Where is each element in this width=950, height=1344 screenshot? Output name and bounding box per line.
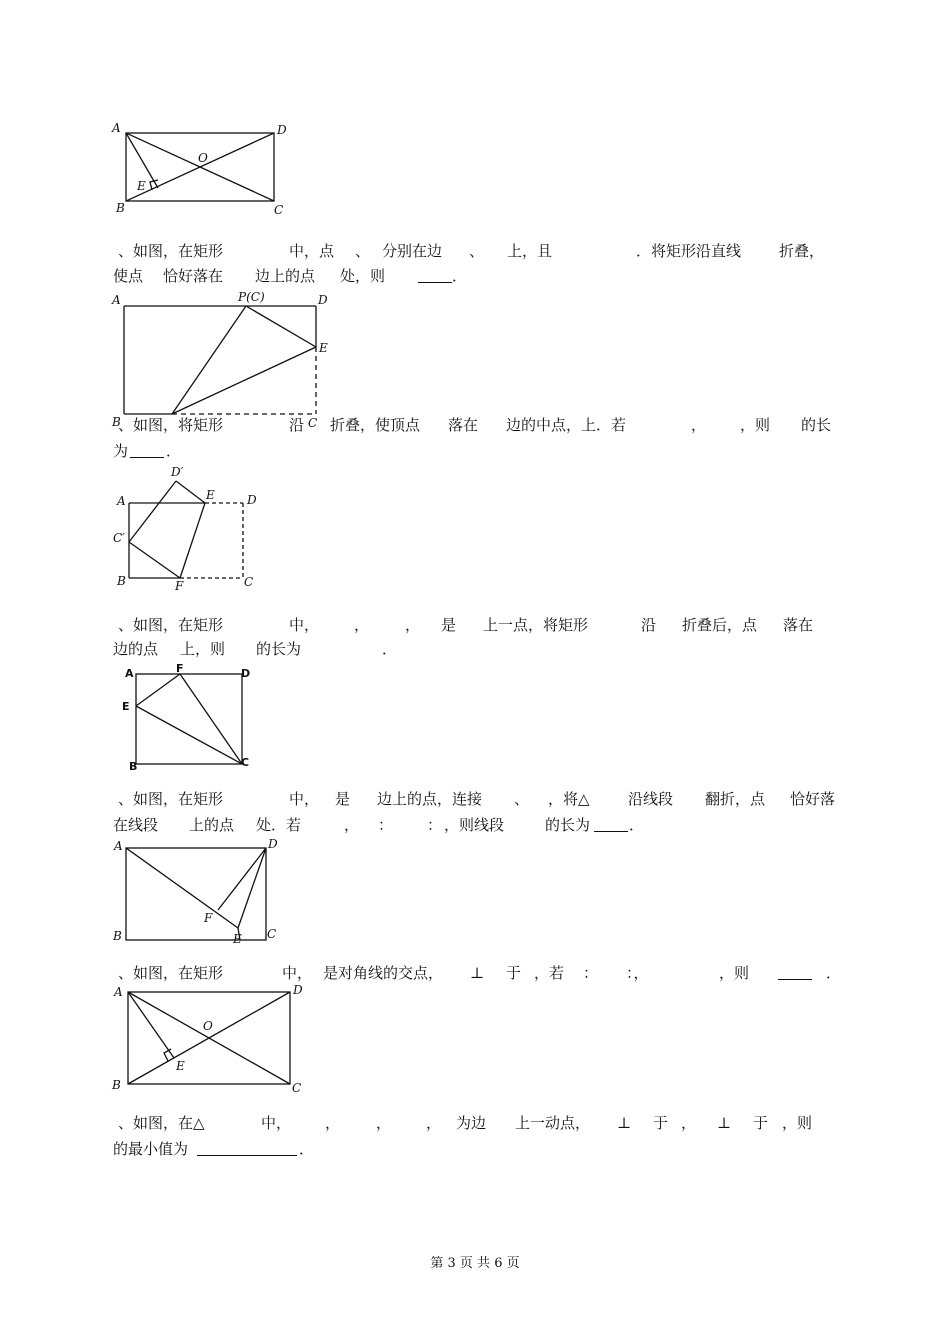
text-segment: ． (452, 267, 468, 285)
text-segment: ．将矩形沿直线 (636, 242, 742, 260)
label-o: O (198, 151, 208, 165)
text-segment: 是 (441, 616, 457, 634)
text-segment: 中， (282, 964, 313, 982)
text-segment: ， (376, 1114, 392, 1132)
text-segment: 边上的点 (255, 267, 316, 285)
text-segment: ，则 (782, 1114, 813, 1132)
text-segment: 、 (514, 790, 530, 808)
figure-3-rectangle-fold (108, 462, 268, 594)
label-e: E (206, 488, 215, 502)
page-footer: 第 3 页 共 6 页 (430, 1256, 520, 1271)
text-segment: ． (629, 816, 645, 834)
text-segment: 折叠后，点 (682, 616, 758, 634)
text-segment: 翻折，点 (705, 790, 766, 808)
text-segment: 、如图，在矩形 (118, 790, 224, 808)
text-segment: 折叠，使顶点 (330, 416, 421, 434)
label-c: C (267, 927, 277, 941)
text-segment: 为 (113, 442, 129, 460)
text-segment: ， (344, 816, 360, 834)
text-segment: 上，则 (180, 640, 226, 658)
text-segment: ，则线段 (444, 816, 505, 834)
label-e: E (137, 179, 146, 193)
label-d: D (268, 837, 278, 851)
label-a: A (114, 985, 123, 999)
text-segment: ⊥ (717, 1114, 732, 1132)
label-b: B (112, 1078, 121, 1092)
text-segment: 中， (261, 1114, 292, 1132)
text-segment: 恰好落 (790, 790, 836, 808)
text-segment: ，若 (534, 964, 565, 982)
text-segment: 的最小值为 (113, 1140, 189, 1158)
text-segment: 的长 (801, 416, 832, 434)
figure-2-rectangle-fold (108, 286, 338, 434)
text-segment: 中，点 (289, 242, 335, 260)
label-o: O (203, 1019, 213, 1033)
figure-1-rectangle (108, 118, 298, 222)
answer-blank-4 (594, 817, 628, 832)
text-segment: 中， (289, 616, 320, 634)
text-segment: 中， (289, 790, 320, 808)
text-segment: ：， (626, 964, 649, 982)
label-d: D (241, 667, 251, 680)
label-b: B (113, 929, 122, 943)
text-segment: ． (166, 442, 182, 460)
text-segment: ： (583, 964, 599, 982)
text-segment: 、如图，将矩形 (118, 416, 224, 434)
text-segment: ， (354, 616, 370, 634)
text-segment: 于 (653, 1114, 669, 1132)
text-segment: 、如图，在△ (118, 1114, 205, 1132)
text-segment: 、 (469, 242, 485, 260)
label-c: C (244, 575, 254, 589)
text-segment: 、 (355, 242, 371, 260)
text-segment: 、如图，在矩形 (118, 242, 224, 260)
text-segment: ： (378, 816, 394, 834)
text-segment: ⊥ (470, 964, 485, 982)
label-a: A (112, 121, 121, 135)
text-segment: ，将△ (548, 790, 590, 808)
text-segment: 上一动点， (515, 1114, 591, 1132)
text-segment: 边的中点，上．若 (506, 416, 627, 434)
label-d: D (277, 123, 287, 137)
text-segment: ， (426, 1114, 442, 1132)
label-a: A (125, 667, 134, 680)
label-c-prime: C′ (113, 531, 125, 545)
label-b: B (129, 760, 138, 773)
figure-4-rectangle (108, 660, 268, 776)
label-e: E (319, 341, 328, 355)
text-segment: 处，则 (340, 267, 386, 285)
label-a: A (117, 494, 126, 508)
text-segment: 处．若 (256, 816, 302, 834)
text-segment: ， (691, 416, 707, 434)
text-segment: ： (427, 816, 443, 834)
text-segment: ． (826, 964, 842, 982)
label-b: B (117, 574, 126, 588)
text-segment: 为边 (456, 1114, 487, 1132)
text-segment: 恰好落在 (163, 267, 224, 285)
answer-blank-2 (130, 443, 164, 458)
label-e: E (233, 932, 242, 946)
text-segment: 、如图，在矩形 (118, 964, 224, 982)
label-a: A (114, 839, 123, 853)
text-segment: 落在 (783, 616, 814, 634)
answer-blank-5 (778, 965, 812, 980)
label-d: D (318, 293, 328, 307)
text-segment: 落在 (448, 416, 479, 434)
text-segment: ，则 (719, 964, 750, 982)
label-c: C (292, 1081, 302, 1095)
text-segment: 上一点，将矩形 (483, 616, 589, 634)
text-segment: ， (405, 616, 421, 634)
text-segment: ． (299, 1140, 315, 1158)
label-f: F (204, 911, 213, 925)
text-segment: ⊥ (617, 1114, 632, 1132)
text-segment: ． (382, 640, 398, 658)
text-segment: 上，且 (507, 242, 553, 260)
label-e: E (122, 700, 130, 713)
text-segment: 于 (506, 964, 522, 982)
answer-blank-6 (197, 1141, 297, 1156)
figure-6-rectangle (108, 982, 318, 1096)
label-p-c: P(C) (238, 290, 265, 304)
label-f: F (176, 662, 184, 675)
text-segment: 边上的点，连接 (377, 790, 483, 808)
label-e: E (176, 1059, 185, 1073)
answer-blank-1 (418, 268, 452, 283)
figure-5-rectangle (108, 836, 298, 948)
label-c: C (308, 416, 318, 430)
text-segment: 沿 (289, 416, 305, 434)
text-segment: ， (681, 1114, 697, 1132)
label-c: C (241, 756, 250, 769)
text-segment: 折叠， (779, 242, 825, 260)
label-d: D (247, 493, 257, 507)
label-d-prime: D′ (171, 465, 184, 479)
label-f: F (175, 579, 184, 593)
text-segment: 使点 (113, 267, 144, 285)
text-segment: 分别在边 (382, 242, 443, 260)
text-segment: 是对角线的交点， (323, 964, 444, 982)
label-b: B (112, 415, 121, 429)
text-segment: 在线段 (113, 816, 159, 834)
label-a: A (112, 293, 121, 307)
text-segment: ， (325, 1114, 341, 1132)
text-segment: 上的点 (189, 816, 235, 834)
text-segment: 边的点 (113, 640, 159, 658)
text-segment: 的长为 (545, 816, 591, 834)
label-c: C (274, 203, 284, 217)
label-d: D (293, 983, 303, 997)
text-segment: 是 (335, 790, 351, 808)
text-segment: 于 (753, 1114, 769, 1132)
text-segment: ，则 (740, 416, 771, 434)
text-segment: 的长为 (256, 640, 302, 658)
text-segment: 、如图，在矩形 (118, 616, 224, 634)
label-b: B (116, 201, 125, 215)
text-segment: 沿线段 (628, 790, 674, 808)
text-segment: 沿 (641, 616, 657, 634)
